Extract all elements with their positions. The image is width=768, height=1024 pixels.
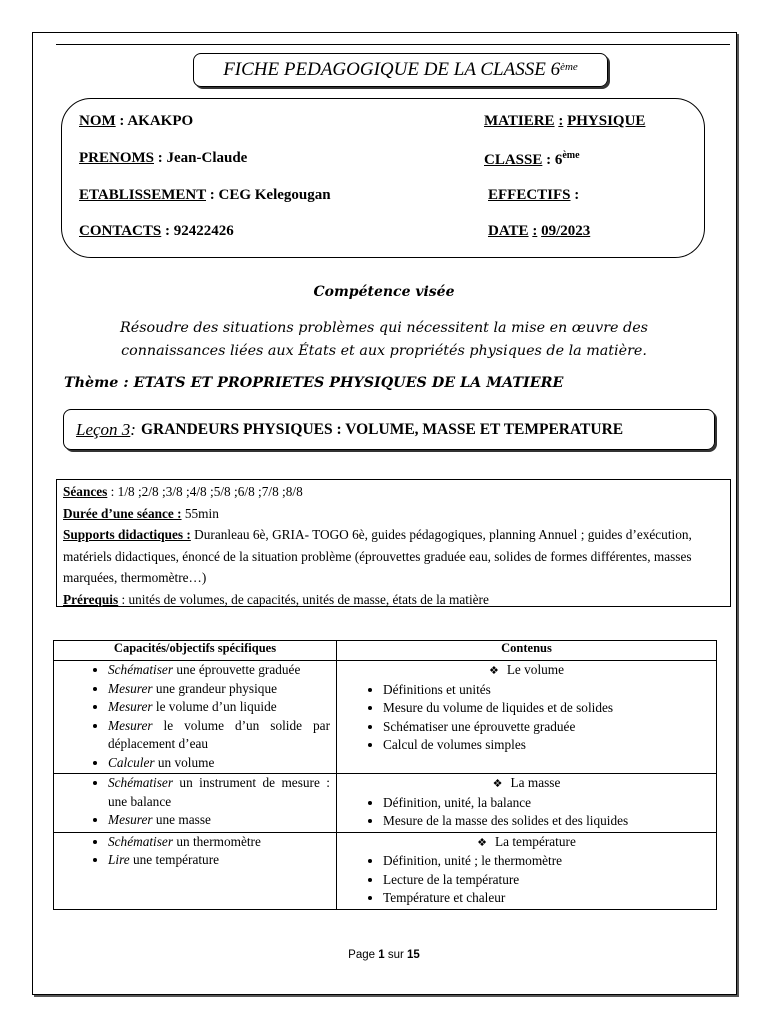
content-item: • Définition, unité, la balance (383, 794, 710, 813)
table-row (54, 774, 717, 833)
objectives-cell (54, 661, 337, 774)
content-item: • Calcul de volumes simples (383, 736, 710, 755)
contents-cell (337, 774, 717, 833)
prerequis-line: Prérequis : unités de volumes, de capacités, unités de masse, états de la matière (63, 591, 489, 607)
theme-line: Thème : ETATS ET PROPRIETES PHYSIQUES DE LA MATIERE (64, 375, 564, 391)
objective-item: • Mesurer une masse (108, 811, 330, 830)
info-etablissement: ETABLISSEMENT : CEG Kelegougan (79, 187, 331, 203)
contents-cell (337, 661, 717, 774)
objective-item: • Mesurer le volume d’un solide par déplacement d’eau (108, 717, 330, 754)
content-item: • Définition, unité ; le thermomètre (383, 852, 710, 871)
competence-title: Compétence visée (313, 284, 455, 300)
table-body (54, 661, 717, 910)
table-row (54, 661, 717, 774)
content-section-title: ❖ Le volume (488, 662, 565, 677)
content-item: • Définitions et unités (383, 681, 710, 700)
objective-item: • Lire une température (108, 851, 330, 870)
content-item: • Température et chaleur (383, 889, 710, 908)
objectives-table (53, 640, 717, 910)
diamond-bullet-icon: ❖ (488, 664, 499, 677)
objective-item: • Calculer un volume (108, 754, 330, 773)
content-item: • Mesure de la masse des solides et des liquides (383, 812, 710, 831)
contents-cell (337, 832, 717, 909)
lesson-box: Leçon 3 : GRANDEURS PHYSIQUES : VOLUME, MASSE ET TEMPERATURE (63, 409, 715, 450)
sheet-title-text: FICHE PEDAGOGIQUE DE LA CLASSE 6 (223, 59, 561, 80)
col-header-contents: Contenus (337, 641, 717, 661)
col-header-objectives: Capacités/objectifs spécifiques (54, 641, 337, 661)
supports-line: Supports didactiques : Duranleau 6è, GRIA- TOGO 6è, guides pédagogiques, planning Annuel ; guides d’exécution, matériels didactiques, énoncé de la situation problème (éprouvettes graduée eau, solides de formes différentes, masses marquées, thermomètre…) (63, 527, 692, 585)
top-rule (56, 44, 730, 45)
session-details-box (56, 479, 731, 607)
objectives-cell (54, 774, 337, 833)
info-prenoms: PRENOMS : Jean-Claude (79, 150, 248, 166)
teacher-info-box (61, 98, 705, 258)
content-item: • Schématiser une éprouvette graduée (383, 718, 710, 737)
seances-line: Séances : 1/8 ;2/8 ;3/8 ;4/8 ;5/8 ;6/8 ;7/8 ;8/8 (63, 484, 303, 499)
objective-item: • Mesurer le volume d’un liquide (108, 698, 330, 717)
objective-item: • Schématiser un thermomètre (108, 833, 330, 852)
info-date: DATE : 09/2023 (488, 223, 591, 239)
info-nom: NOM : AKAKPO (79, 113, 194, 129)
content-item: • Lecture de la température (383, 871, 710, 890)
table-header-row (54, 641, 717, 661)
objective-item: • Schématiser une éprouvette graduée (108, 661, 330, 680)
sheet-title-sup: ème (560, 61, 578, 73)
diamond-bullet-icon: ❖ (492, 777, 503, 790)
lesson-label: Leçon 3 (76, 419, 131, 439)
table-row (54, 832, 717, 909)
info-matiere: MATIERE : PHYSIQUE (484, 113, 646, 129)
info-classe: CLASSE : 6ème (484, 150, 580, 168)
content-section-title: ❖ La masse (492, 775, 561, 790)
duree-line: Durée d’une séance : 55min (63, 505, 219, 521)
info-contacts: CONTACTS : 92422426 (79, 223, 234, 239)
content-section-title: ❖ La température (477, 833, 576, 849)
sheet-title (193, 53, 608, 87)
objectives-cell (54, 832, 337, 909)
info-effectifs: EFFECTIFS : (488, 187, 580, 203)
objective-item: • Mesurer une grandeur physique (108, 680, 330, 699)
objective-item: • Schématiser un instrument de mesure : une balance (108, 774, 330, 811)
page-footer: Page 1 sur 15 (348, 949, 420, 961)
content-item: • Mesure du volume de liquides et de solides (383, 699, 710, 718)
competence-text: Résoudre des situations problèmes qui nécessitent la mise en œuvre des connaissances liées aux États et aux propriétés physiques de la matière. (119, 320, 649, 359)
diamond-bullet-icon: ❖ (477, 835, 488, 849)
lesson-title: GRANDEURS PHYSIQUES : VOLUME, MASSE ET TEMPERATURE (140, 420, 624, 438)
